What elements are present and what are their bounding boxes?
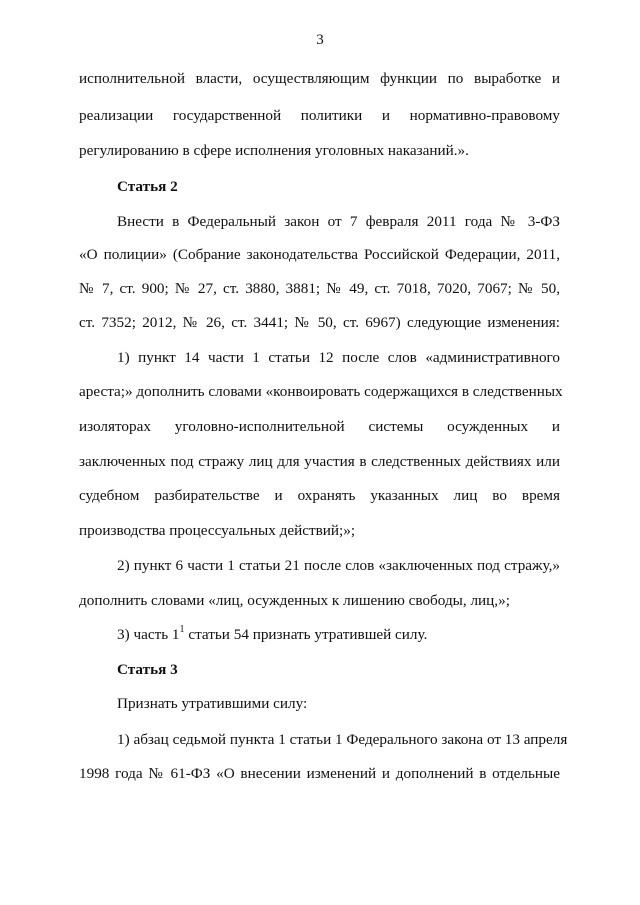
list-item-suffix: статьи 54 признать утратившей силу. <box>184 626 428 643</box>
text-line: реализации государственной политики и нормативно-правовому <box>79 107 560 124</box>
text-line: ст. 7352; 2012, № 26, ст. 3441; № 50, ст. 6967) следующие изменения: <box>79 314 560 331</box>
text-line: изоляторах уголовно-исполнительной системы осужденных и <box>79 418 560 435</box>
article-3-heading: Статья 3 <box>117 661 178 678</box>
page-number: 3 <box>316 32 324 48</box>
list-item-prefix: 3) часть 1 <box>117 626 180 643</box>
text-line: заключенных под стражу лиц для участия в следственных действиях или <box>79 453 560 470</box>
list-item-text: 1) пункт 14 части 1 статьи 12 после слов «административного <box>117 349 560 366</box>
text-line: регулированию в сфере исполнения уголовных наказаний.». <box>79 142 469 159</box>
text-line: производства процессуальных действий;»; <box>79 522 356 539</box>
list-item-text: 1) абзац седьмой пункта 1 статьи 1 Федерального закона от 13 апреля <box>117 731 568 748</box>
text-line: Признать утратившими силу: <box>117 695 308 712</box>
text-line: «О полиции» (Собрание законодательства Российской Федерации, 2011, <box>79 246 560 263</box>
article-2-heading: Статья 2 <box>117 178 178 195</box>
text-line: 1998 года № 61-ФЗ «О внесении изменений и дополнений в отдельные <box>79 765 560 782</box>
text-line: № 7, ст. 900; № 27, ст. 3880, 3881; № 49, ст. 7018, 7020, 7067; № 50, <box>79 280 560 297</box>
text-line: судебном разбирательстве и охранять указанных лиц во время <box>79 487 560 504</box>
list-item-text: 2) пункт 6 части 1 статьи 21 после слов «заключенных под стражу,» <box>117 557 560 574</box>
text-line: исполнительной власти, осуществляющим функции по выработке и <box>79 70 560 87</box>
superscript: 1 <box>179 623 185 635</box>
text-line: ареста;» дополнить словами «конвоировать содержащихся в следственных <box>79 383 563 400</box>
text-line: Внести в Федеральный закон от 7 февраля 2011 года № 3-ФЗ <box>117 213 560 230</box>
text-line: дополнить словами «лиц, осужденных к лишению свободы, лиц,»; <box>79 592 510 609</box>
list-item-text <box>117 625 560 645</box>
